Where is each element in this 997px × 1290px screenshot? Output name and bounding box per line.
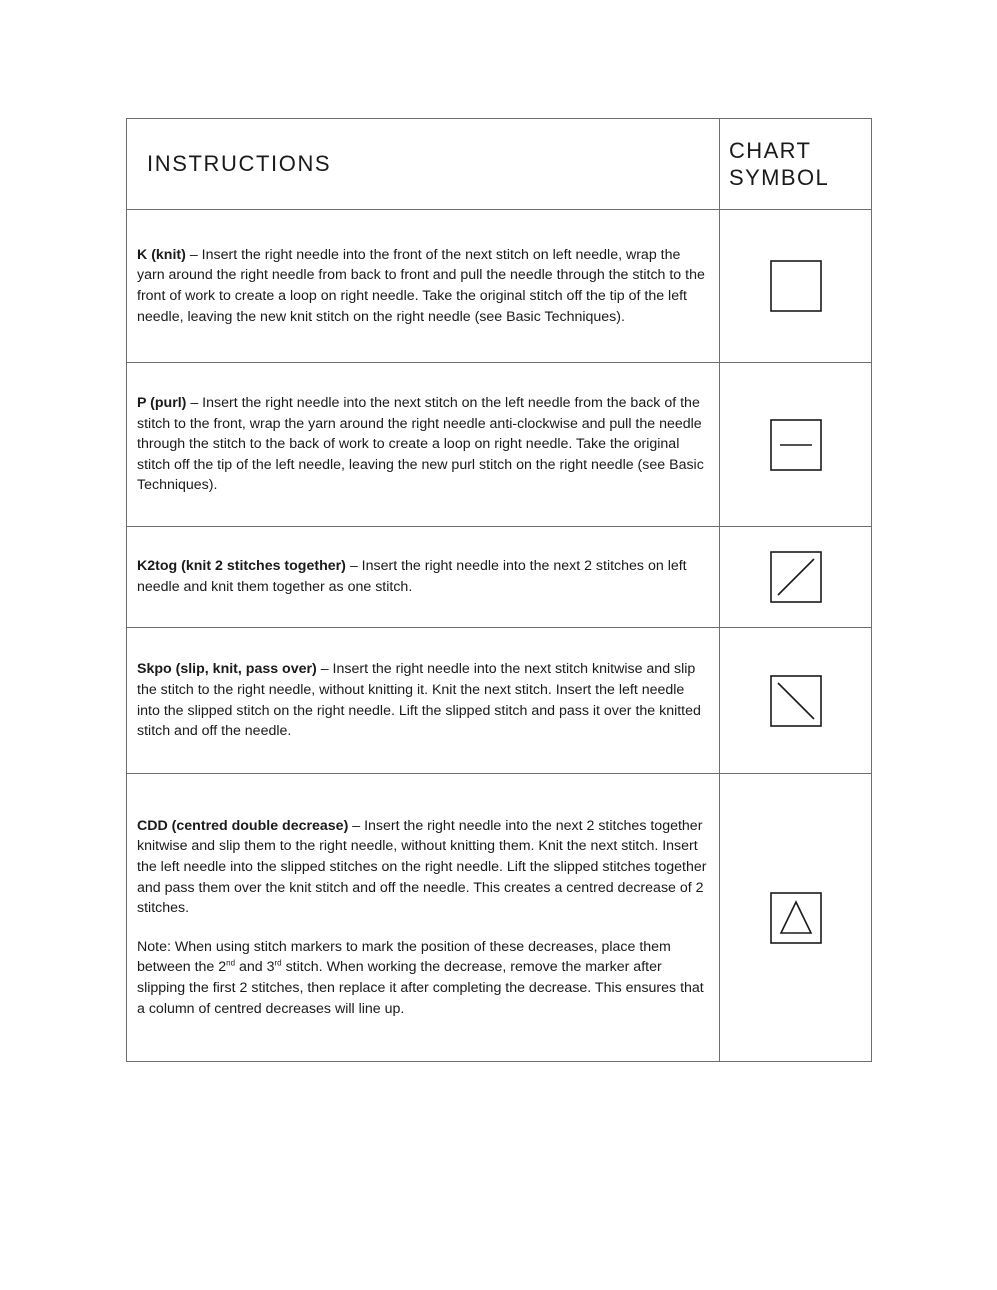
description-skpo: – Insert the right needle into the next stitch knitwise and slip the stitch to the right needle, without knitting it. Knit the next stitch. Insert the left needle into the slipped stitch on the right needle. Lift the slipped stitch and pass it over the knitted stitch and off the needle. — [137, 661, 701, 740]
table-header-row — [127, 119, 872, 210]
table-row-knit — [127, 210, 872, 363]
description-cdd: – Insert the right needle into the next 2 stitches together knitwise and slip them to the right needle, without knitting them. Knit the next stitch. Insert the left needle into the slipped stitches on the right needle. Lift the slipped stitches together and pass them over the knit stitch and off the needle. This creates a centred decrease of 2 stitches. — [137, 817, 707, 917]
instruction-text-skpo — [137, 659, 707, 741]
table-row-skpo — [127, 628, 872, 774]
chart-symbol-header-line2: SYMBOL — [729, 165, 830, 190]
left-slant-square-icon — [770, 675, 822, 727]
description-knit: – Insert the right needle into the front of the next stitch on left needle, wrap the yarn around the right needle from back to front and pull the needle through the stitch to the front of work to create a loop on right needle. Take the original stitch off the tip of the left needle, leaving the new knit stitch on the right needle (see Basic Techniques). — [137, 246, 705, 325]
table-row-cdd — [127, 774, 872, 1062]
chart-symbol-header-cell — [720, 119, 872, 210]
description-k2tog: – Insert the right needle into the next 2 stitches on left needle and knit them together as one stitch. — [137, 558, 687, 595]
symbol-cell-k2tog — [720, 527, 872, 628]
term-skpo: Skpo (slip, knit, pass over) — [137, 661, 317, 678]
symbol-cell-purl — [720, 363, 872, 527]
triangle-square-icon — [770, 892, 822, 944]
instruction-cell-cdd — [127, 774, 720, 1062]
note-part-b: and 3 — [235, 959, 275, 976]
chart-symbol-header-line1: CHART — [729, 138, 812, 163]
instructions-header: INSTRUCTIONS — [147, 151, 332, 176]
table-row-purl — [127, 363, 872, 527]
instruction-text-cdd — [137, 816, 707, 919]
symbol-cell-skpo — [720, 628, 872, 774]
dash-square-icon — [770, 419, 822, 471]
term-purl: P (purl) — [137, 395, 187, 412]
description-purl: – Insert the right needle into the next stitch on the left needle from the back of the stitch to the front, wrap the yarn around the right needle anti-clockwise and pull the needle through the stitch to the back of work to create a loop on right needle. Take the original stitch off the tip of the left needle, leaving the new purl stitch on the right needle (see Basic Techniques). — [137, 395, 704, 494]
term-k2tog: K2tog (knit 2 stitches together) — [137, 558, 346, 575]
instruction-cell-k2tog — [127, 527, 720, 628]
instruction-text-k2tog — [137, 556, 707, 597]
term-cdd: CDD (centred double decrease) — [137, 817, 349, 834]
empty-square-icon — [770, 260, 822, 312]
note-part-c: stitch. When working the decrease, remove the marker after slipping the first 2 stitches, then replace it after completing the decrease. This ensures that a column of centred decreases will line up. — [137, 959, 704, 1017]
note-cdd — [137, 937, 707, 1019]
instruction-cell-knit — [127, 210, 720, 363]
stitch-instructions-table — [126, 118, 872, 1062]
term-knit: K (knit) — [137, 246, 186, 263]
instructions-header-cell — [127, 119, 720, 210]
note-part-a: Note: When using stitch markers to mark the position of these decreases, place them between the 2 — [137, 938, 671, 976]
instruction-text-knit — [137, 245, 707, 327]
right-slant-square-icon — [770, 551, 822, 603]
note-sup-rd: rd — [274, 958, 282, 968]
instruction-cell-purl — [127, 363, 720, 527]
note-sup-nd: nd — [226, 958, 236, 968]
table-row-k2tog — [127, 527, 872, 628]
instruction-text-purl — [137, 393, 707, 496]
symbol-cell-cdd — [720, 774, 872, 1062]
instruction-cell-skpo — [127, 628, 720, 774]
symbol-cell-knit — [720, 210, 872, 363]
